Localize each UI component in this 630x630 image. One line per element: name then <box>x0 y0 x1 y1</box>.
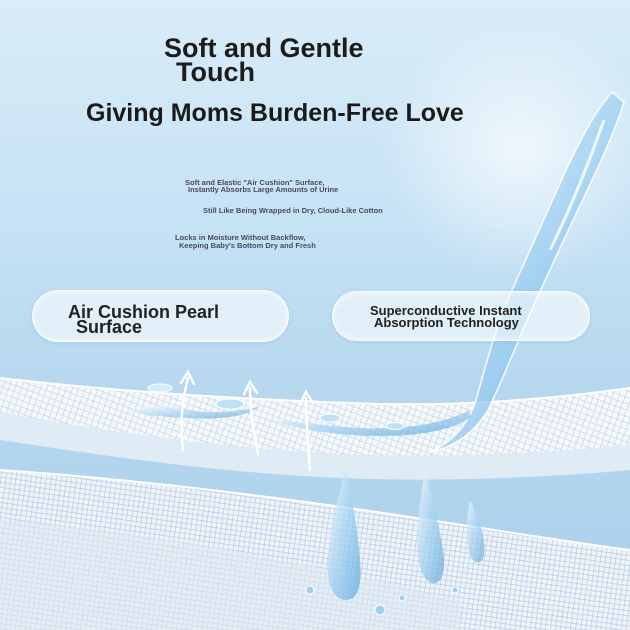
absorption-badge-line-2: Absorption Technology <box>374 315 519 330</box>
air-cushion-badge-line-1: Air Cushion Pearl <box>68 302 220 322</box>
feature-2-line-1: Still Like Being Wrapped in Dry, Cloud-Like Cotton <box>203 206 383 215</box>
air-cushion-badge-line-2: Surface <box>76 317 143 337</box>
feature-1-line-2: Instantly Absorbs Large Amounts of Urine <box>188 185 339 194</box>
headline-line-2: Touch <box>176 57 255 87</box>
feature-3-line-1: Locks in Moisture Without Backflow, <box>175 233 306 242</box>
feature-1-line-1: Soft and Elastic "Air Cushion" Surface, <box>185 178 325 187</box>
headline-line-1: Soft and Gentle <box>164 33 364 63</box>
subtitle: Giving Moms Burden-Free Love <box>86 99 464 127</box>
absorption-badge-line-1: Superconductive Instant <box>370 303 522 318</box>
feature-3-line-2: Keeping Baby's Bottom Dry and Fresh <box>179 241 316 250</box>
